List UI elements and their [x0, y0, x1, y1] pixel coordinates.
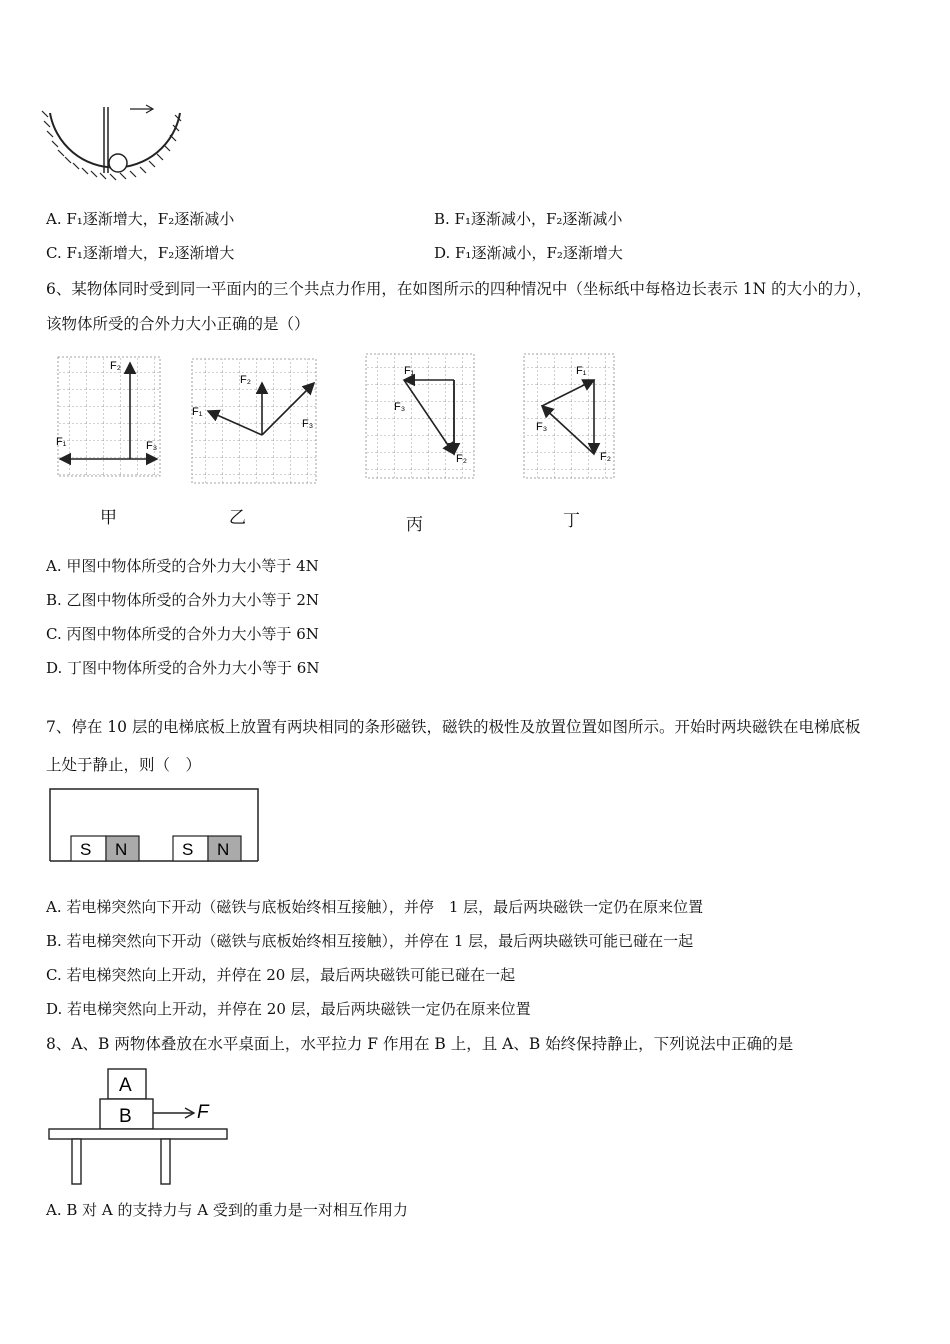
- caption-ding: 丁: [563, 511, 580, 531]
- bowl-figure: [40, 95, 190, 185]
- q6-option-c: C. 丙图中物体所受的合外力大小等于 6N: [46, 625, 319, 643]
- stacked-blocks-figure: [47, 1067, 232, 1189]
- magnet1-s: S: [80, 840, 92, 859]
- q8-stem: 8、A、B 两物体叠放在水平桌面上，水平拉力 F 作用在 B 上，且 A、B 始终保持静止，下列说法中正确的是: [46, 1035, 794, 1053]
- force-f-label: F: [197, 1102, 209, 1123]
- label-f2: F₂: [240, 374, 251, 386]
- label-f1: F₁: [576, 365, 587, 377]
- q6-option-b: B. 乙图中物体所受的合外力大小等于 2N: [46, 591, 319, 609]
- magnet2-s: S: [182, 840, 194, 859]
- q7-stem-line2: 上处于静止，则（ ）: [46, 756, 202, 774]
- caption-bing: 丙: [406, 515, 423, 535]
- q7-stem-line1: 7、停在 10 层的电梯底板上放置有两块相同的条形磁铁，磁铁的极性及放置位置如图所示。开始时两块磁铁在电梯底板: [46, 718, 861, 736]
- q7-option-d: D. 若电梯突然向上开动，并停在 20 层，最后两块磁铁一定仍在原来位置: [46, 1000, 531, 1018]
- q6-option-d: D. 丁图中物体所受的合外力大小等于 6N: [46, 659, 320, 677]
- label-f3: F₃: [394, 401, 406, 413]
- magnet1-n: N: [115, 840, 128, 859]
- q7-option-a: A. 若电梯突然向下开动（磁铁与底板始终相互接触），并停 1 层，最后两块磁铁一定仍在原来位置: [46, 898, 704, 916]
- q5-option-b: B. F₁逐渐减小，F₂逐渐减小: [434, 210, 623, 228]
- q6-stem-line2: 该物体所受的合外力大小正确的是（）: [46, 315, 310, 333]
- q5-option-d: D. F₁逐渐减小，F₂逐渐增大: [434, 244, 623, 262]
- label-f2: F₂: [456, 453, 467, 465]
- label-f2: F₂: [600, 451, 611, 463]
- q6-option-a: A. 甲图中物体所受的合外力大小等于 4N: [46, 557, 319, 575]
- block-b-label: B: [119, 1106, 132, 1127]
- label-f3: F₃: [536, 421, 548, 433]
- q7-option-c: C. 若电梯突然向上开动，并停在 20 层，最后两块磁铁可能已碰在一起: [46, 966, 516, 984]
- label-f1: F₁: [56, 436, 67, 448]
- block-a-label: A: [119, 1075, 132, 1096]
- elevator-magnets-figure: [49, 788, 261, 864]
- force-diagram-ding: [520, 350, 618, 482]
- force-diagram-yi: [188, 355, 320, 487]
- label-f3: F₃: [146, 440, 158, 452]
- force-diagram-bing: [360, 350, 478, 482]
- caption-yi: 乙: [229, 508, 246, 528]
- caption-jia: 甲: [100, 508, 117, 528]
- q7-option-b: B. 若电梯突然向下开动（磁铁与底板始终相互接触），并停在 1 层，最后两块磁铁可能已碰在一起: [46, 932, 694, 950]
- q5-option-a: A. F₁逐渐增大，F₂逐渐减小: [46, 210, 235, 228]
- magnet2-n: N: [217, 840, 230, 859]
- q6-stem-line1: 6、某物体同时受到同一平面内的三个共点力作用，在如图所示的四种情况中（坐标纸中每格边长表示 1N 的大小的力），: [46, 280, 872, 298]
- label-f1: F₁: [192, 406, 203, 418]
- label-f3: F₃: [302, 418, 314, 430]
- q8-option-a: A. B 对 A 的支持力与 A 受到的重力是一对相互作用力: [46, 1201, 408, 1219]
- label-f1: F₁: [404, 365, 415, 377]
- force-diagram-jia: [52, 355, 164, 483]
- q5-option-c: C. F₁逐渐增大，F₂逐渐增大: [46, 244, 235, 262]
- label-f2: F₂: [110, 360, 121, 372]
